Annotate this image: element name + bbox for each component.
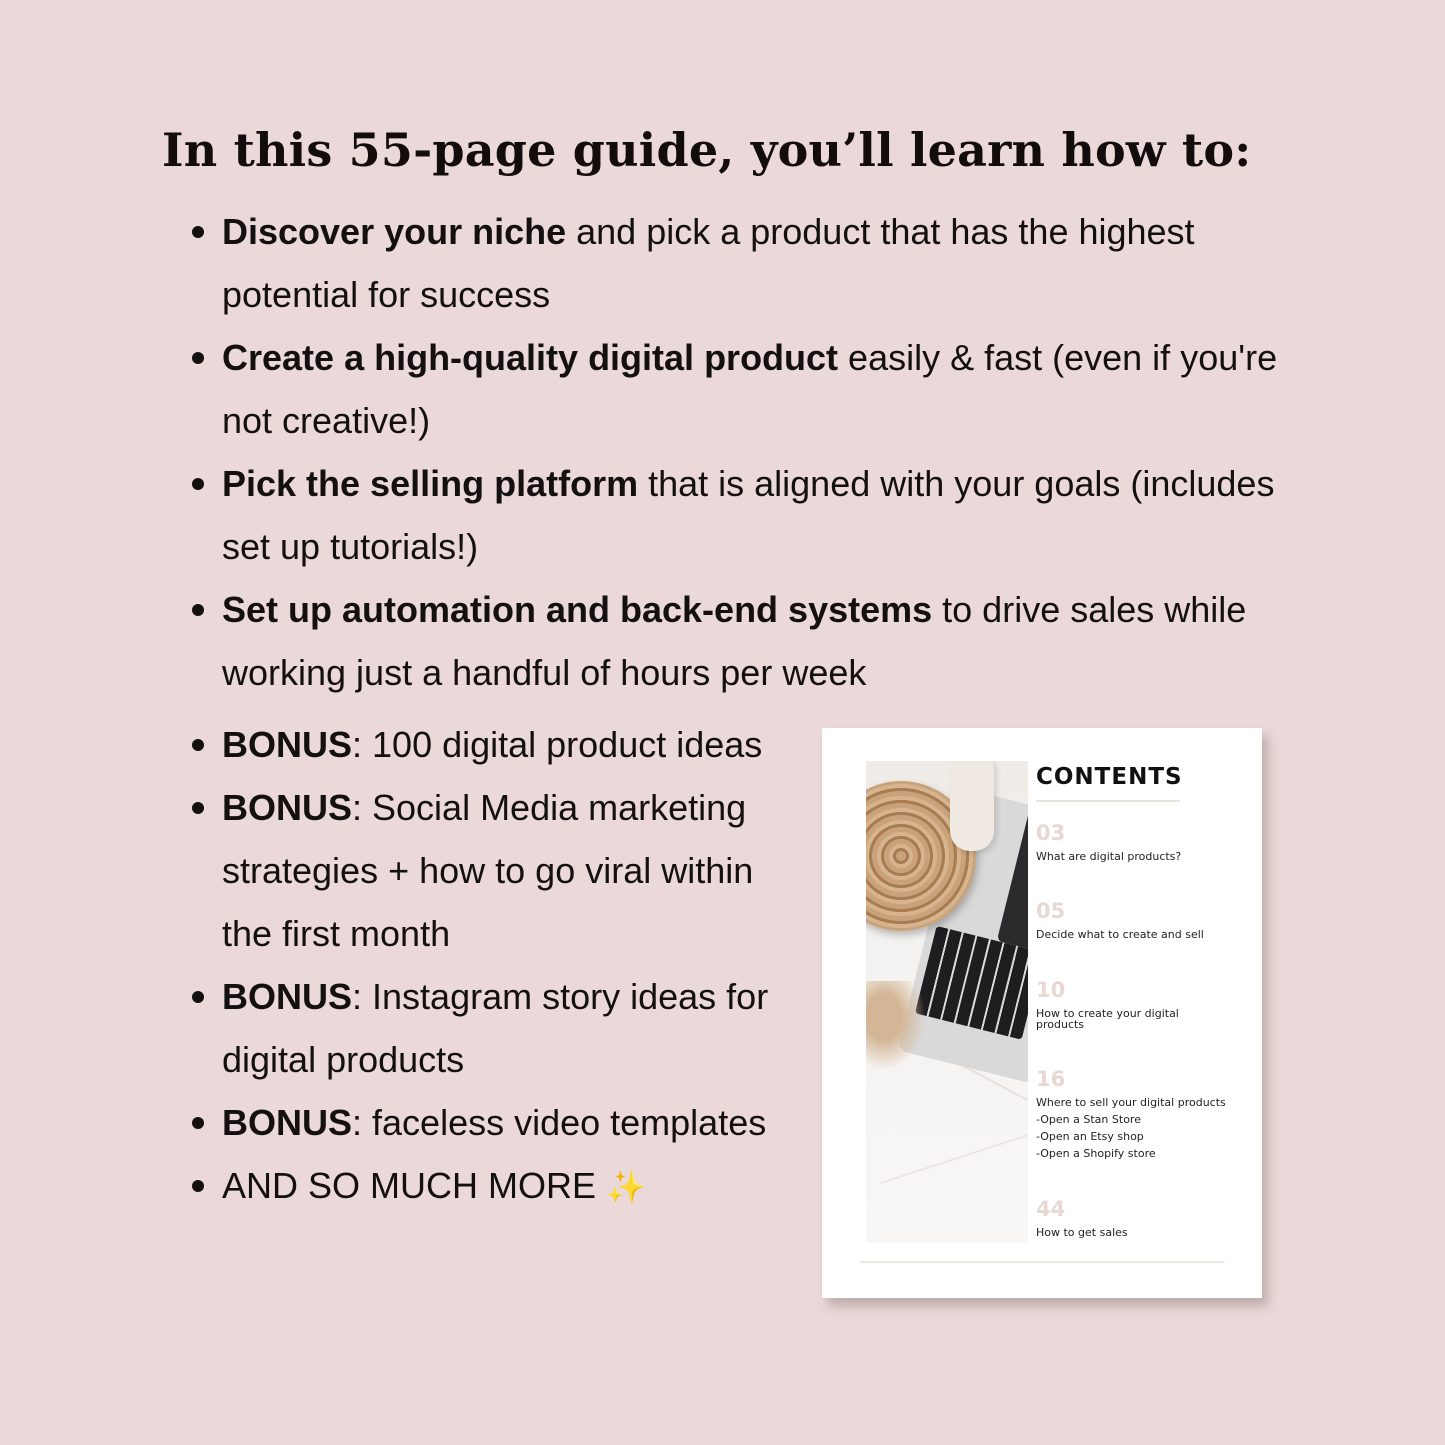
- toc-title: Decide what to create and sell: [1036, 928, 1204, 941]
- toc-entry: [1036, 1066, 1236, 1162]
- bonus-item: BONUS: 100 digital product ideas: [222, 713, 802, 776]
- more-item: AND SO MUCH MORE ✨: [222, 1154, 802, 1219]
- toc-subitem: -Open an Etsy shop: [1036, 1130, 1144, 1143]
- divider: [1036, 800, 1180, 802]
- list-item: Set up automation and back-end systems to drive sales while working just a handful of hours per week: [222, 578, 1302, 704]
- vase-image: [950, 761, 994, 851]
- list-item: Create a high-quality digital product easily & fast (even if you're not creative!): [222, 326, 1302, 452]
- toc-entry: [1036, 898, 1236, 940]
- desk-photo: [866, 761, 1028, 1243]
- main-benefits-list: [222, 200, 1302, 704]
- bonus-item: BONUS: Social Media marketing strategies + how to go viral within the first month: [222, 776, 802, 965]
- toc-page-number: 03: [1036, 821, 1066, 845]
- toc-entry: [1036, 977, 1186, 1030]
- toc-entry: [1036, 1196, 1236, 1238]
- toc-page-number: 44: [1036, 1197, 1066, 1221]
- toc-page-number: 10: [1036, 978, 1066, 1002]
- pampas-image: [866, 981, 926, 1071]
- toc-title: How to get sales: [1036, 1226, 1128, 1239]
- toc-title: Where to sell your digital products: [1036, 1096, 1226, 1109]
- toc-entry: [1036, 820, 1236, 862]
- headline: In this 55-page guide, you’ll learn how to:: [162, 123, 1252, 177]
- contents-page-preview: [822, 728, 1262, 1298]
- sparkles-icon: ✨: [606, 1169, 646, 1205]
- list-item: Pick the selling platform that is aligned with your goals (includes set up tutorials!): [222, 452, 1302, 578]
- toc-title: What are digital products?: [1036, 850, 1182, 863]
- toc-title: How to create your digital products: [1036, 1007, 1179, 1031]
- toc-page-number: 05: [1036, 899, 1066, 923]
- toc-subitem: -Open a Stan Store: [1036, 1113, 1141, 1126]
- toc-subitem: -Open a Shopify store: [1036, 1147, 1156, 1160]
- toc-page-number: 16: [1036, 1067, 1066, 1091]
- bonus-item: BONUS: faceless video templates: [222, 1091, 802, 1154]
- bonus-list: [222, 713, 802, 1219]
- divider: [860, 1261, 1224, 1263]
- contents-title: CONTENTS: [1036, 764, 1183, 790]
- list-item: Discover your niche and pick a product that has the highest potential for success: [222, 200, 1302, 326]
- bonus-item: BONUS: Instagram story ideas for digital products: [222, 965, 802, 1091]
